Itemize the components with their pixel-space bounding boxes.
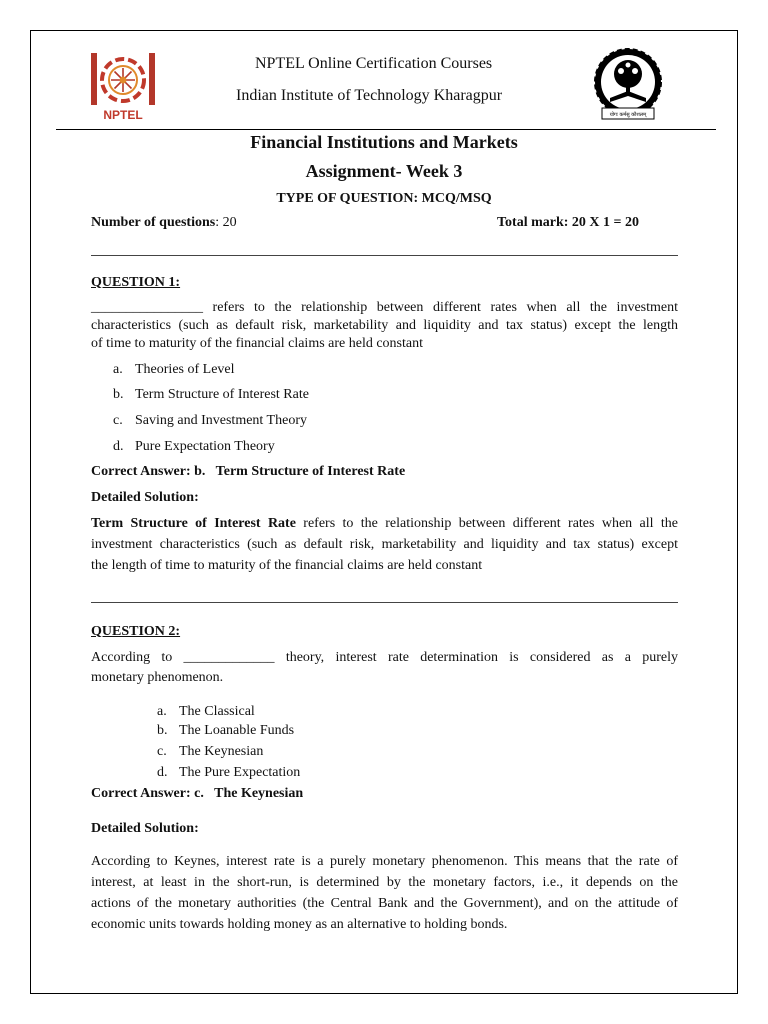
question-2-option-b: b. The Loanable Funds bbox=[157, 723, 295, 738]
question-type: TYPE OF QUESTION: MCQ/MSQ bbox=[276, 191, 492, 206]
header-line-2: Indian Institute of Technology Kharagpur bbox=[236, 87, 503, 104]
emblem-motto: योगः कर्मसु कौशलम् bbox=[609, 112, 647, 118]
header-divider bbox=[56, 129, 716, 130]
course-title: Financial Institutions and Markets bbox=[250, 132, 518, 152]
question-1-option-d: d. Pure Expectation Theory bbox=[113, 439, 275, 454]
num-value: : 20 bbox=[215, 215, 237, 230]
header-line-1: NPTEL Online Certification Courses bbox=[255, 55, 493, 72]
total-mark: Total mark: 20 X 1 = 20 bbox=[497, 215, 640, 230]
question-2-line: monetary phenomenon. bbox=[91, 670, 224, 685]
question-1-option-b: b. Term Structure of Interest Rate bbox=[113, 387, 309, 402]
question-1-option-a: a. Theories of Level bbox=[113, 362, 235, 377]
question-2-text bbox=[91, 648, 678, 688]
question-1-line: characteristics (such as default risk, marketability and liquidity and tax status) except the length bbox=[91, 318, 678, 333]
question-1-answer: Correct Answer: b. Term Structure of Interest Rate bbox=[91, 464, 406, 479]
question-2-solution bbox=[91, 851, 678, 935]
question-2-answer: Correct Answer: c. The Keynesian bbox=[91, 786, 304, 801]
question-2-option-a: a. The Classical bbox=[157, 704, 255, 719]
question-1-line: of time to maturity of the financial claims are held constant bbox=[91, 336, 424, 351]
separator-line bbox=[91, 255, 678, 256]
solution-line: Term Structure of Interest Rate refers to the relationship between different rates when all the bbox=[91, 516, 678, 531]
solution-line: actions of the monetary authorities (the Central Bank and the Government), and on the attitude of bbox=[91, 896, 678, 911]
solution-line: investment characteristics (such as default risk, marketability and liquidity and tax status) except bbox=[91, 537, 678, 552]
solution-line: According to Keynes, interest rate is a purely monetary phenomenon. This means that the rate of bbox=[91, 854, 678, 869]
solution-term: Term Structure of Interest Rate bbox=[91, 516, 296, 531]
solution-line: interest, at least in the short-run, is determined by the monetary factors, i.e., it depends on the bbox=[91, 875, 678, 890]
question-2-option-d: d. The Pure Expectation bbox=[157, 765, 301, 780]
question-1-solution-label: Detailed Solution: bbox=[91, 490, 199, 505]
question-1-solution bbox=[91, 513, 678, 576]
nptel-logo-text: NPTEL bbox=[103, 108, 143, 122]
solution-line: economic units towards holding money as an alternative to holding bonds. bbox=[91, 917, 508, 932]
question-2-heading: QUESTION 2: bbox=[91, 624, 181, 639]
number-of-questions bbox=[91, 214, 237, 231]
question-1-line: ________________ refers to the relationship between different rates when all the investment bbox=[91, 300, 678, 315]
question-1-heading: QUESTION 1: bbox=[91, 275, 181, 290]
question-2-option-c: c. The Keynesian bbox=[157, 744, 264, 759]
solution-line: the length of time to maturity of the financial claims are held constant bbox=[91, 558, 483, 573]
nptel-logo bbox=[88, 50, 158, 122]
iit-kharagpur-emblem bbox=[592, 44, 664, 124]
num-label: Number of questions bbox=[91, 215, 216, 230]
assignment-title: Assignment- Week 3 bbox=[305, 161, 463, 181]
question-1-option-c: c. Saving and Investment Theory bbox=[113, 413, 307, 428]
question-2-line: According to _____________ theory, interest rate determination is considered as a purely bbox=[91, 650, 678, 665]
separator-line bbox=[91, 602, 678, 603]
question-1-text bbox=[91, 299, 678, 353]
question-2-solution-label: Detailed Solution: bbox=[91, 821, 199, 836]
